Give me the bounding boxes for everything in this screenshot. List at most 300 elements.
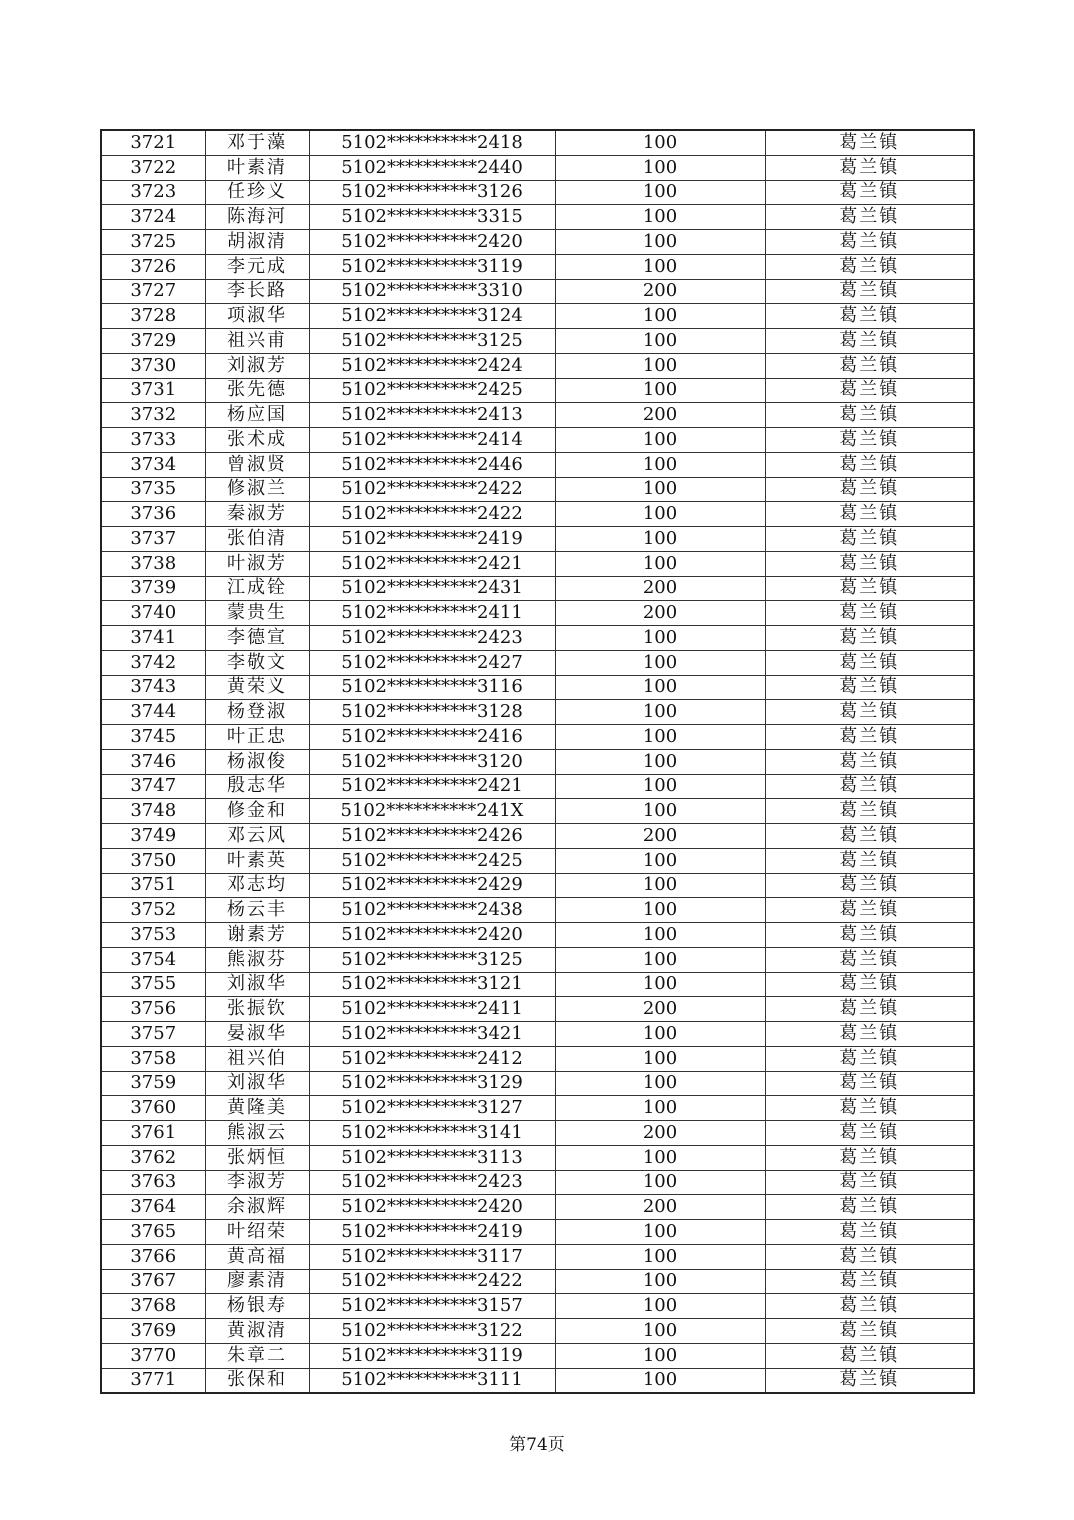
name-cell: 刘淑芳 (205, 353, 309, 378)
amount-cell: 100 (555, 923, 765, 948)
amount-cell: 100 (555, 799, 765, 824)
row-number-cell: 3758 (101, 1046, 205, 1071)
page-number: 第74页 (509, 1435, 565, 1455)
table-row (101, 799, 974, 824)
town-cell: 葛兰镇 (765, 1220, 974, 1245)
row-number-cell: 3738 (101, 551, 205, 576)
id-number-cell: 5102**********2431 (309, 576, 555, 601)
row-number-cell: 3742 (101, 650, 205, 675)
table-row (101, 1022, 974, 1047)
table-row (101, 749, 974, 774)
amount-cell: 200 (555, 1121, 765, 1146)
name-cell: 张伯清 (205, 527, 309, 552)
id-number-cell: 5102**********2422 (309, 477, 555, 502)
town-cell: 葛兰镇 (765, 650, 974, 675)
table-row (101, 824, 974, 849)
name-cell: 叶淑芳 (205, 551, 309, 576)
town-cell: 葛兰镇 (765, 1170, 974, 1195)
row-number-cell: 3746 (101, 749, 205, 774)
row-number-cell: 3721 (101, 130, 205, 155)
id-number-cell: 5102**********2438 (309, 898, 555, 923)
table-row (101, 279, 974, 304)
id-number-cell: 5102**********2422 (309, 1269, 555, 1294)
amount-cell: 100 (555, 1096, 765, 1121)
town-cell: 葛兰镇 (765, 477, 974, 502)
amount-cell: 200 (555, 279, 765, 304)
id-number-cell: 5102**********3315 (309, 205, 555, 230)
record-table-body (101, 130, 974, 1393)
amount-cell: 100 (555, 1319, 765, 1344)
id-number-cell: 5102**********3125 (309, 947, 555, 972)
amount-cell: 200 (555, 997, 765, 1022)
amount-cell: 100 (555, 1145, 765, 1170)
id-number-cell: 5102**********2414 (309, 428, 555, 453)
name-cell: 蒙贵生 (205, 601, 309, 626)
amount-cell: 100 (555, 130, 765, 155)
town-cell: 葛兰镇 (765, 428, 974, 453)
amount-cell: 200 (555, 824, 765, 849)
amount-cell: 100 (555, 675, 765, 700)
name-cell: 李淑芳 (205, 1170, 309, 1195)
name-cell: 杨应国 (205, 403, 309, 428)
id-number-cell: 5102**********2421 (309, 551, 555, 576)
town-cell: 葛兰镇 (765, 279, 974, 304)
name-cell: 项淑华 (205, 304, 309, 329)
id-number-cell: 5102**********3122 (309, 1319, 555, 1344)
id-number-cell: 5102**********2416 (309, 725, 555, 750)
amount-cell: 200 (555, 576, 765, 601)
amount-cell: 100 (555, 428, 765, 453)
id-number-cell: 5102**********2425 (309, 378, 555, 403)
row-number-cell: 3749 (101, 824, 205, 849)
table-row (101, 254, 974, 279)
table-row (101, 230, 974, 255)
town-cell: 葛兰镇 (765, 725, 974, 750)
name-cell: 杨云丰 (205, 898, 309, 923)
amount-cell: 100 (555, 378, 765, 403)
amount-cell: 100 (555, 1170, 765, 1195)
table-row (101, 601, 974, 626)
town-cell: 葛兰镇 (765, 923, 974, 948)
id-number-cell: 5102**********2420 (309, 1195, 555, 1220)
town-cell: 葛兰镇 (765, 1294, 974, 1319)
row-number-cell: 3741 (101, 626, 205, 651)
name-cell: 张振钦 (205, 997, 309, 1022)
table-row (101, 1195, 974, 1220)
table-row (101, 329, 974, 354)
row-number-cell: 3754 (101, 947, 205, 972)
town-cell: 葛兰镇 (765, 972, 974, 997)
table-row (101, 997, 974, 1022)
amount-cell: 100 (555, 898, 765, 923)
name-cell: 秦淑芳 (205, 502, 309, 527)
amount-cell: 100 (555, 527, 765, 552)
table-row (101, 304, 974, 329)
amount-cell: 100 (555, 1220, 765, 1245)
record-table (100, 129, 975, 1394)
town-cell: 葛兰镇 (765, 848, 974, 873)
row-number-cell: 3732 (101, 403, 205, 428)
table-row (101, 576, 974, 601)
name-cell: 修金和 (205, 799, 309, 824)
table-row (101, 898, 974, 923)
row-number-cell: 3737 (101, 527, 205, 552)
amount-cell: 100 (555, 477, 765, 502)
town-cell: 葛兰镇 (765, 1319, 974, 1344)
table-row (101, 1071, 974, 1096)
table-row (101, 774, 974, 799)
town-cell: 葛兰镇 (765, 576, 974, 601)
id-number-cell: 5102**********3421 (309, 1022, 555, 1047)
amount-cell: 100 (555, 1368, 765, 1393)
id-number-cell: 5102**********3125 (309, 329, 555, 354)
name-cell: 李德宣 (205, 626, 309, 651)
town-cell: 葛兰镇 (765, 1145, 974, 1170)
amount-cell: 100 (555, 452, 765, 477)
name-cell: 曾淑贤 (205, 452, 309, 477)
amount-cell: 100 (555, 155, 765, 180)
id-number-cell: 5102**********3129 (309, 1071, 555, 1096)
name-cell: 黄高福 (205, 1244, 309, 1269)
amount-cell: 100 (555, 502, 765, 527)
town-cell: 葛兰镇 (765, 749, 974, 774)
town-cell: 葛兰镇 (765, 378, 974, 403)
table-row (101, 700, 974, 725)
id-number-cell: 5102**********2422 (309, 502, 555, 527)
amount-cell: 100 (555, 1343, 765, 1368)
amount-cell: 100 (555, 1071, 765, 1096)
row-number-cell: 3752 (101, 898, 205, 923)
id-number-cell: 5102**********2412 (309, 1046, 555, 1071)
amount-cell: 100 (555, 774, 765, 799)
table-row (101, 675, 974, 700)
town-cell: 葛兰镇 (765, 452, 974, 477)
id-number-cell: 5102**********2426 (309, 824, 555, 849)
name-cell: 杨银寿 (205, 1294, 309, 1319)
amount-cell: 100 (555, 873, 765, 898)
amount-cell: 100 (555, 749, 765, 774)
town-cell: 葛兰镇 (765, 130, 974, 155)
name-cell: 陈海河 (205, 205, 309, 230)
name-cell: 刘淑华 (205, 1071, 309, 1096)
name-cell: 殷志华 (205, 774, 309, 799)
town-cell: 葛兰镇 (765, 304, 974, 329)
name-cell: 廖素清 (205, 1269, 309, 1294)
name-cell: 熊淑云 (205, 1121, 309, 1146)
id-number-cell: 5102**********2419 (309, 1220, 555, 1245)
name-cell: 张保和 (205, 1368, 309, 1393)
row-number-cell: 3765 (101, 1220, 205, 1245)
id-number-cell: 5102**********3113 (309, 1145, 555, 1170)
table-row (101, 527, 974, 552)
row-number-cell: 3759 (101, 1071, 205, 1096)
table-row (101, 873, 974, 898)
name-cell: 邓志均 (205, 873, 309, 898)
town-cell: 葛兰镇 (765, 601, 974, 626)
table-row (101, 130, 974, 155)
id-number-cell: 5102**********3124 (309, 304, 555, 329)
row-number-cell: 3751 (101, 873, 205, 898)
id-number-cell: 5102**********241X (309, 799, 555, 824)
row-number-cell: 3725 (101, 230, 205, 255)
table-row (101, 1244, 974, 1269)
id-number-cell: 5102**********2413 (309, 403, 555, 428)
amount-cell: 100 (555, 947, 765, 972)
id-number-cell: 5102**********2425 (309, 848, 555, 873)
town-cell: 葛兰镇 (765, 1368, 974, 1393)
table-row (101, 205, 974, 230)
id-number-cell: 5102**********2421 (309, 774, 555, 799)
table-row (101, 155, 974, 180)
amount-cell: 100 (555, 650, 765, 675)
town-cell: 葛兰镇 (765, 1022, 974, 1047)
table-row (101, 1121, 974, 1146)
name-cell: 祖兴甫 (205, 329, 309, 354)
table-row (101, 725, 974, 750)
name-cell: 胡淑清 (205, 230, 309, 255)
row-number-cell: 3760 (101, 1096, 205, 1121)
row-number-cell: 3724 (101, 205, 205, 230)
name-cell: 邓云风 (205, 824, 309, 849)
town-cell: 葛兰镇 (765, 774, 974, 799)
amount-cell: 100 (555, 205, 765, 230)
town-cell: 葛兰镇 (765, 205, 974, 230)
row-number-cell: 3747 (101, 774, 205, 799)
id-number-cell: 5102**********3141 (309, 1121, 555, 1146)
name-cell: 黄淑清 (205, 1319, 309, 1344)
table-row (101, 1269, 974, 1294)
id-number-cell: 5102**********3120 (309, 749, 555, 774)
table-row (101, 1319, 974, 1344)
id-number-cell: 5102**********3157 (309, 1294, 555, 1319)
name-cell: 叶素英 (205, 848, 309, 873)
name-cell: 江成铨 (205, 576, 309, 601)
id-number-cell: 5102**********2429 (309, 873, 555, 898)
row-number-cell: 3764 (101, 1195, 205, 1220)
id-number-cell: 5102**********3119 (309, 254, 555, 279)
name-cell: 叶正忠 (205, 725, 309, 750)
amount-cell: 100 (555, 972, 765, 997)
row-number-cell: 3722 (101, 155, 205, 180)
town-cell: 葛兰镇 (765, 1244, 974, 1269)
amount-cell: 100 (555, 626, 765, 651)
row-number-cell: 3756 (101, 997, 205, 1022)
row-number-cell: 3735 (101, 477, 205, 502)
town-cell: 葛兰镇 (765, 502, 974, 527)
id-number-cell: 5102**********2423 (309, 626, 555, 651)
id-number-cell: 5102**********2420 (309, 923, 555, 948)
row-number-cell: 3768 (101, 1294, 205, 1319)
table-row (101, 1096, 974, 1121)
name-cell: 杨登淑 (205, 700, 309, 725)
town-cell: 葛兰镇 (765, 1096, 974, 1121)
row-number-cell: 3730 (101, 353, 205, 378)
amount-cell: 100 (555, 304, 765, 329)
row-number-cell: 3731 (101, 378, 205, 403)
amount-cell: 100 (555, 353, 765, 378)
town-cell: 葛兰镇 (765, 626, 974, 651)
name-cell: 黄隆美 (205, 1096, 309, 1121)
table-row (101, 403, 974, 428)
amount-cell: 100 (555, 1269, 765, 1294)
table-row (101, 1170, 974, 1195)
row-number-cell: 3750 (101, 848, 205, 873)
row-number-cell: 3767 (101, 1269, 205, 1294)
row-number-cell: 3723 (101, 180, 205, 205)
town-cell: 葛兰镇 (765, 824, 974, 849)
row-number-cell: 3755 (101, 972, 205, 997)
name-cell: 刘淑华 (205, 972, 309, 997)
town-cell: 葛兰镇 (765, 675, 974, 700)
amount-cell: 100 (555, 1022, 765, 1047)
table-row (101, 650, 974, 675)
row-number-cell: 3762 (101, 1145, 205, 1170)
amount-cell: 100 (555, 180, 765, 205)
id-number-cell: 5102**********3126 (309, 180, 555, 205)
id-number-cell: 5102**********2419 (309, 527, 555, 552)
name-cell: 叶素清 (205, 155, 309, 180)
amount-cell: 200 (555, 403, 765, 428)
table-row (101, 1046, 974, 1071)
id-number-cell: 5102**********2411 (309, 601, 555, 626)
name-cell: 修淑兰 (205, 477, 309, 502)
id-number-cell: 5102**********2446 (309, 452, 555, 477)
town-cell: 葛兰镇 (765, 898, 974, 923)
name-cell: 谢素芳 (205, 923, 309, 948)
row-number-cell: 3771 (101, 1368, 205, 1393)
town-cell: 葛兰镇 (765, 1071, 974, 1096)
id-number-cell: 5102**********2427 (309, 650, 555, 675)
row-number-cell: 3727 (101, 279, 205, 304)
table-row (101, 477, 974, 502)
name-cell: 张术成 (205, 428, 309, 453)
town-cell: 葛兰镇 (765, 254, 974, 279)
town-cell: 葛兰镇 (765, 527, 974, 552)
row-number-cell: 3743 (101, 675, 205, 700)
amount-cell: 100 (555, 551, 765, 576)
name-cell: 黄荣义 (205, 675, 309, 700)
table-row (101, 1343, 974, 1368)
name-cell: 晏淑华 (205, 1022, 309, 1047)
table-row (101, 1368, 974, 1393)
name-cell: 杨淑俊 (205, 749, 309, 774)
town-cell: 葛兰镇 (765, 353, 974, 378)
name-cell: 张炳恒 (205, 1145, 309, 1170)
name-cell: 叶绍荣 (205, 1220, 309, 1245)
row-number-cell: 3769 (101, 1319, 205, 1344)
amount-cell: 100 (555, 1294, 765, 1319)
id-number-cell: 5102**********3121 (309, 972, 555, 997)
table-row (101, 1294, 974, 1319)
town-cell: 葛兰镇 (765, 1269, 974, 1294)
id-number-cell: 5102**********2418 (309, 130, 555, 155)
town-cell: 葛兰镇 (765, 873, 974, 898)
name-cell: 李元成 (205, 254, 309, 279)
amount-cell: 100 (555, 848, 765, 873)
id-number-cell: 5102**********3310 (309, 279, 555, 304)
town-cell: 葛兰镇 (765, 700, 974, 725)
name-cell: 李长路 (205, 279, 309, 304)
town-cell: 葛兰镇 (765, 997, 974, 1022)
amount-cell: 100 (555, 1046, 765, 1071)
amount-cell: 100 (555, 329, 765, 354)
row-number-cell: 3739 (101, 576, 205, 601)
table-row (101, 848, 974, 873)
table-row (101, 923, 974, 948)
town-cell: 葛兰镇 (765, 1343, 974, 1368)
table-row (101, 947, 974, 972)
id-number-cell: 5102**********3119 (309, 1343, 555, 1368)
amount-cell: 100 (555, 700, 765, 725)
row-number-cell: 3736 (101, 502, 205, 527)
town-cell: 葛兰镇 (765, 403, 974, 428)
id-number-cell: 5102**********2423 (309, 1170, 555, 1195)
table-row (101, 353, 974, 378)
town-cell: 葛兰镇 (765, 1046, 974, 1071)
amount-cell: 200 (555, 1195, 765, 1220)
town-cell: 葛兰镇 (765, 155, 974, 180)
amount-cell: 100 (555, 1244, 765, 1269)
name-cell: 李敬文 (205, 650, 309, 675)
row-number-cell: 3757 (101, 1022, 205, 1047)
row-number-cell: 3744 (101, 700, 205, 725)
id-number-cell: 5102**********2420 (309, 230, 555, 255)
row-number-cell: 3748 (101, 799, 205, 824)
table-row (101, 180, 974, 205)
amount-cell: 100 (555, 254, 765, 279)
row-number-cell: 3726 (101, 254, 205, 279)
town-cell: 葛兰镇 (765, 329, 974, 354)
town-cell: 葛兰镇 (765, 551, 974, 576)
id-number-cell: 5102**********2440 (309, 155, 555, 180)
amount-cell: 100 (555, 725, 765, 750)
town-cell: 葛兰镇 (765, 1195, 974, 1220)
name-cell: 熊淑芬 (205, 947, 309, 972)
row-number-cell: 3740 (101, 601, 205, 626)
row-number-cell: 3770 (101, 1343, 205, 1368)
table-row (101, 1220, 974, 1245)
id-number-cell: 5102**********2411 (309, 997, 555, 1022)
row-number-cell: 3734 (101, 452, 205, 477)
name-cell: 任珍义 (205, 180, 309, 205)
town-cell: 葛兰镇 (765, 799, 974, 824)
row-number-cell: 3745 (101, 725, 205, 750)
id-number-cell: 5102**********3127 (309, 1096, 555, 1121)
row-number-cell: 3728 (101, 304, 205, 329)
row-number-cell: 3733 (101, 428, 205, 453)
name-cell: 张先德 (205, 378, 309, 403)
name-cell: 邓于藻 (205, 130, 309, 155)
table-row (101, 502, 974, 527)
id-number-cell: 5102**********3117 (309, 1244, 555, 1269)
id-number-cell: 5102**********3111 (309, 1368, 555, 1393)
table-row (101, 551, 974, 576)
table-row (101, 378, 974, 403)
name-cell: 朱章二 (205, 1343, 309, 1368)
table-row (101, 428, 974, 453)
row-number-cell: 3763 (101, 1170, 205, 1195)
town-cell: 葛兰镇 (765, 947, 974, 972)
row-number-cell: 3753 (101, 923, 205, 948)
row-number-cell: 3761 (101, 1121, 205, 1146)
name-cell: 祖兴伯 (205, 1046, 309, 1071)
name-cell: 余淑辉 (205, 1195, 309, 1220)
amount-cell: 200 (555, 601, 765, 626)
id-number-cell: 5102**********3128 (309, 700, 555, 725)
table-row (101, 452, 974, 477)
town-cell: 葛兰镇 (765, 230, 974, 255)
table-row (101, 626, 974, 651)
